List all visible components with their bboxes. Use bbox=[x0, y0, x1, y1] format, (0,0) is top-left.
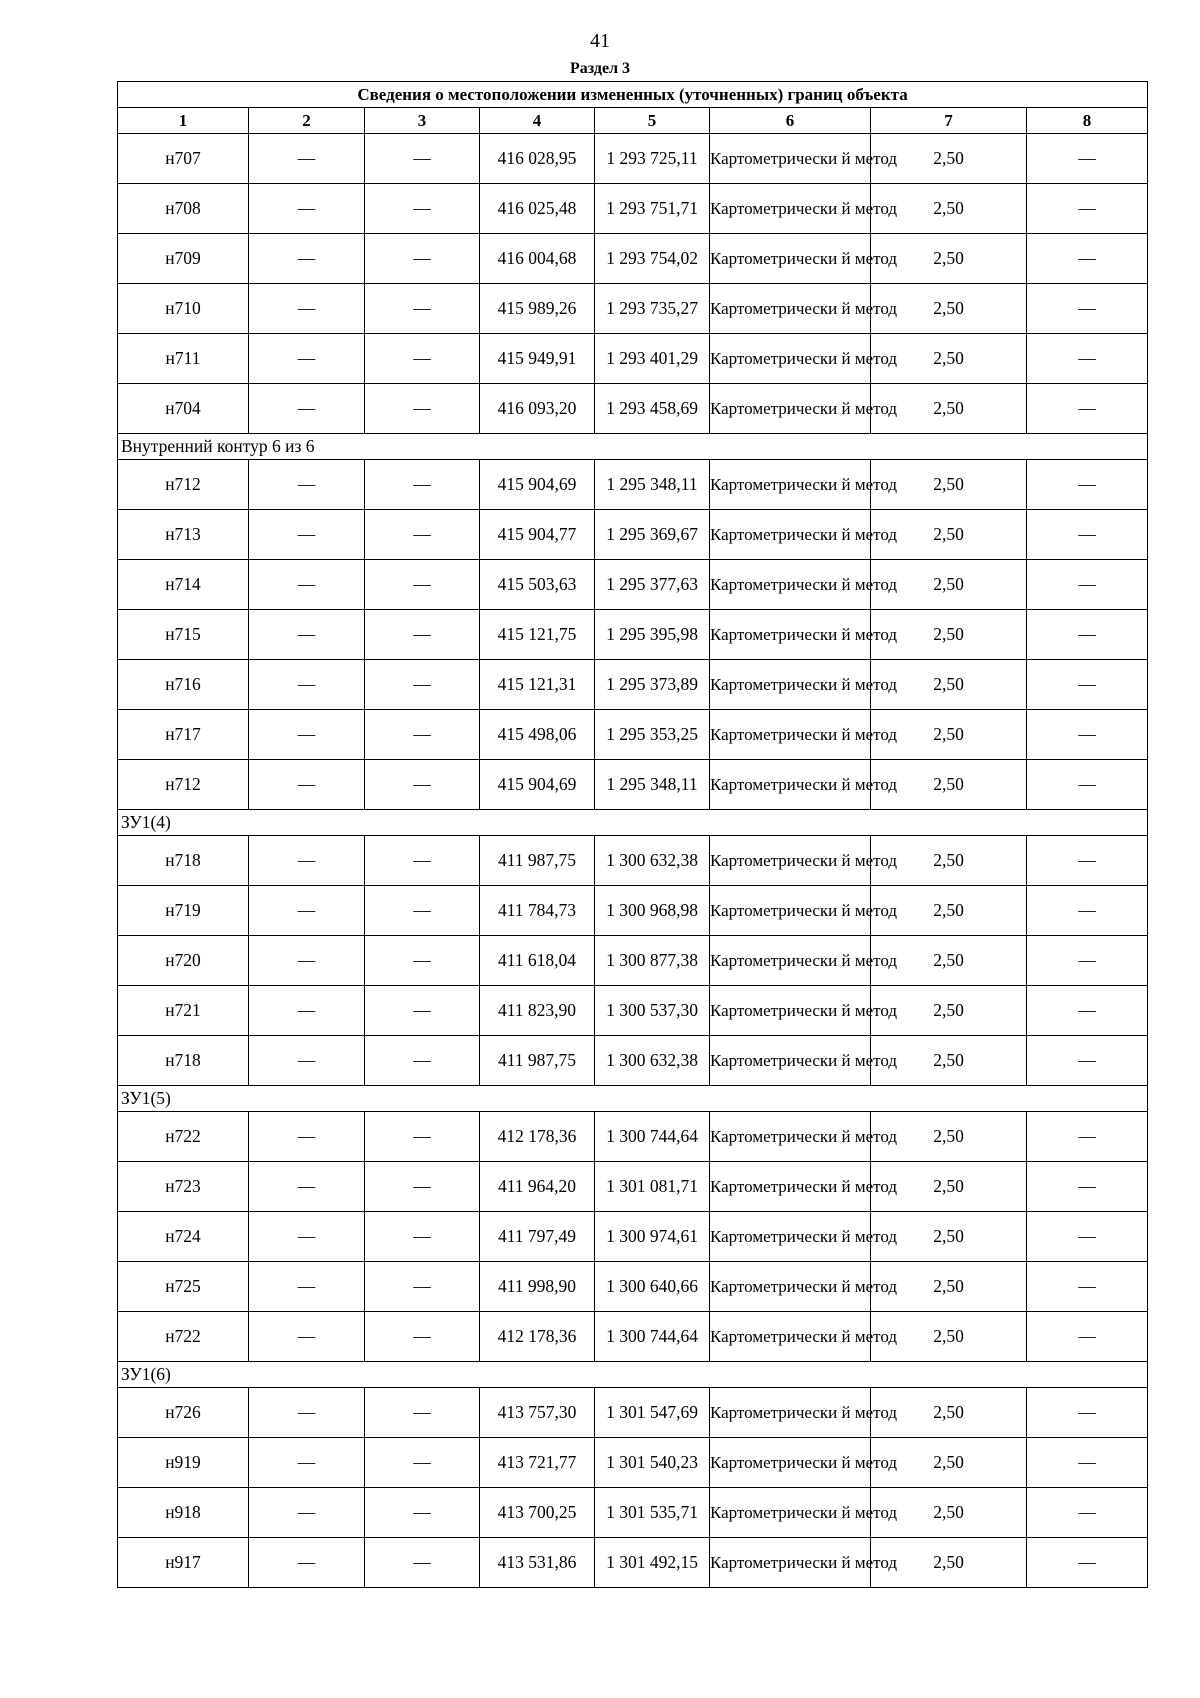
cell-col-6: Картометрически й метод bbox=[710, 510, 871, 560]
column-header-8: 8 bbox=[1027, 108, 1148, 134]
cell-col-2: — bbox=[249, 460, 365, 510]
boundary-coordinates-table bbox=[117, 81, 1148, 1588]
cell-col-6: Картометрически й метод bbox=[710, 460, 871, 510]
cell-col-4: 415 904,69 bbox=[480, 460, 595, 510]
cell-col-2: — bbox=[249, 384, 365, 434]
cell-col-7: 2,50 bbox=[871, 334, 1027, 384]
cell-col-6: Картометрически й метод bbox=[710, 134, 871, 184]
column-header-3: 3 bbox=[365, 108, 480, 134]
cell-col-5: 1 295 369,67 bbox=[595, 510, 710, 560]
cell-col-1: н722 bbox=[118, 1312, 249, 1362]
table-row bbox=[118, 284, 1148, 334]
cell-col-1: н716 bbox=[118, 660, 249, 710]
cell-col-3: — bbox=[365, 1312, 480, 1362]
cell-col-7: 2,50 bbox=[871, 836, 1027, 886]
column-header-6: 6 bbox=[710, 108, 871, 134]
cell-col-7: 2,50 bbox=[871, 886, 1027, 936]
cell-col-8: — bbox=[1027, 134, 1148, 184]
cell-col-8: — bbox=[1027, 1262, 1148, 1312]
cell-col-4: 411 998,90 bbox=[480, 1262, 595, 1312]
cell-col-1: н718 bbox=[118, 836, 249, 886]
cell-col-7: 2,50 bbox=[871, 184, 1027, 234]
cell-col-4: 415 121,75 bbox=[480, 610, 595, 660]
cell-col-1: н713 bbox=[118, 510, 249, 560]
cell-col-5: 1 300 744,64 bbox=[595, 1312, 710, 1362]
cell-col-2: — bbox=[249, 1538, 365, 1588]
cell-col-5: 1 295 353,25 bbox=[595, 710, 710, 760]
cell-col-2: — bbox=[249, 1112, 365, 1162]
cell-col-2: — bbox=[249, 134, 365, 184]
cell-col-2: — bbox=[249, 1438, 365, 1488]
cell-col-5: 1 300 632,38 bbox=[595, 1036, 710, 1086]
cell-col-5: 1 295 377,63 bbox=[595, 560, 710, 610]
cell-col-1: н712 bbox=[118, 460, 249, 510]
cell-col-7: 2,50 bbox=[871, 560, 1027, 610]
cell-col-2: — bbox=[249, 1312, 365, 1362]
cell-col-5: 1 300 632,38 bbox=[595, 836, 710, 886]
cell-col-2: — bbox=[249, 886, 365, 936]
cell-col-7: 2,50 bbox=[871, 610, 1027, 660]
cell-col-3: — bbox=[365, 886, 480, 936]
cell-col-5: 1 293 735,27 bbox=[595, 284, 710, 334]
table-row bbox=[118, 986, 1148, 1036]
cell-col-1: н711 bbox=[118, 334, 249, 384]
cell-col-6: Картометрически й метод bbox=[710, 234, 871, 284]
cell-col-1: н714 bbox=[118, 560, 249, 610]
cell-col-8: — bbox=[1027, 1036, 1148, 1086]
cell-col-3: — bbox=[365, 1438, 480, 1488]
cell-col-5: 1 295 395,98 bbox=[595, 610, 710, 660]
table-row bbox=[118, 1312, 1148, 1362]
cell-col-7: 2,50 bbox=[871, 936, 1027, 986]
cell-col-7: 2,50 bbox=[871, 1036, 1027, 1086]
cell-col-4: 412 178,36 bbox=[480, 1312, 595, 1362]
table-row bbox=[118, 560, 1148, 610]
contour-group-label: ЗУ1(6) bbox=[118, 1362, 1148, 1388]
cell-col-3: — bbox=[365, 510, 480, 560]
cell-col-3: — bbox=[365, 560, 480, 610]
cell-col-7: 2,50 bbox=[871, 384, 1027, 434]
cell-col-5: 1 300 968,98 bbox=[595, 886, 710, 936]
cell-col-7: 2,50 bbox=[871, 284, 1027, 334]
cell-col-4: 415 121,31 bbox=[480, 660, 595, 710]
table-row bbox=[118, 1036, 1148, 1086]
cell-col-2: — bbox=[249, 660, 365, 710]
cell-col-1: н722 bbox=[118, 1112, 249, 1162]
cell-col-4: 415 989,26 bbox=[480, 284, 595, 334]
cell-col-3: — bbox=[365, 1212, 480, 1262]
cell-col-3: — bbox=[365, 1162, 480, 1212]
contour-group-label: Внутренний контур 6 из 6 bbox=[118, 434, 1148, 460]
cell-col-1: н726 bbox=[118, 1388, 249, 1438]
table-row bbox=[118, 234, 1148, 284]
cell-col-5: 1 295 348,11 bbox=[595, 460, 710, 510]
cell-col-8: — bbox=[1027, 1162, 1148, 1212]
cell-col-2: — bbox=[249, 836, 365, 886]
cell-col-6: Картометрически й метод bbox=[710, 610, 871, 660]
cell-col-8: — bbox=[1027, 1388, 1148, 1438]
table-row bbox=[118, 1212, 1148, 1262]
cell-col-5: 1 301 540,23 bbox=[595, 1438, 710, 1488]
cell-col-8: — bbox=[1027, 710, 1148, 760]
cell-col-4: 415 498,06 bbox=[480, 710, 595, 760]
cell-col-3: — bbox=[365, 1538, 480, 1588]
cell-col-7: 2,50 bbox=[871, 1262, 1027, 1312]
cell-col-7: 2,50 bbox=[871, 1162, 1027, 1212]
cell-col-4: 413 757,30 bbox=[480, 1388, 595, 1438]
contour-group-row bbox=[118, 434, 1148, 460]
cell-col-4: 411 823,90 bbox=[480, 986, 595, 1036]
cell-col-6: Картометрически й метод bbox=[710, 710, 871, 760]
cell-col-3: — bbox=[365, 1112, 480, 1162]
cell-col-8: — bbox=[1027, 836, 1148, 886]
cell-col-4: 413 531,86 bbox=[480, 1538, 595, 1588]
cell-col-1: н918 bbox=[118, 1488, 249, 1538]
cell-col-2: — bbox=[249, 234, 365, 284]
cell-col-6: Картометрически й метод bbox=[710, 1112, 871, 1162]
cell-col-7: 2,50 bbox=[871, 760, 1027, 810]
cell-col-3: — bbox=[365, 660, 480, 710]
table-row bbox=[118, 1438, 1148, 1488]
table-row bbox=[118, 710, 1148, 760]
cell-col-4: 411 964,20 bbox=[480, 1162, 595, 1212]
table-row bbox=[118, 886, 1148, 936]
cell-col-8: — bbox=[1027, 234, 1148, 284]
cell-col-2: — bbox=[249, 1488, 365, 1538]
cell-col-6: Картометрически й метод bbox=[710, 1162, 871, 1212]
cell-col-5: 1 293 751,71 bbox=[595, 184, 710, 234]
table-row bbox=[118, 760, 1148, 810]
cell-col-4: 416 025,48 bbox=[480, 184, 595, 234]
contour-group-row bbox=[118, 1086, 1148, 1112]
section-title: Раздел 3 bbox=[569, 60, 631, 77]
cell-col-8: — bbox=[1027, 660, 1148, 710]
cell-col-4: 413 721,77 bbox=[480, 1438, 595, 1488]
cell-col-4: 415 949,91 bbox=[480, 334, 595, 384]
cell-col-8: — bbox=[1027, 1312, 1148, 1362]
cell-col-2: — bbox=[249, 1262, 365, 1312]
cell-col-6: Картометрически й метод bbox=[710, 1312, 871, 1362]
cell-col-7: 2,50 bbox=[871, 1312, 1027, 1362]
cell-col-2: — bbox=[249, 184, 365, 234]
cell-col-3: — bbox=[365, 384, 480, 434]
cell-col-6: Картометрически й метод bbox=[710, 284, 871, 334]
cell-col-8: — bbox=[1027, 460, 1148, 510]
cell-col-6: Картометрически й метод bbox=[710, 184, 871, 234]
cell-col-5: 1 300 640,66 bbox=[595, 1262, 710, 1312]
table-row bbox=[118, 384, 1148, 434]
cell-col-2: — bbox=[249, 610, 365, 660]
cell-col-1: н704 bbox=[118, 384, 249, 434]
cell-col-7: 2,50 bbox=[871, 460, 1027, 510]
cell-col-8: — bbox=[1027, 610, 1148, 660]
cell-col-4: 415 904,77 bbox=[480, 510, 595, 560]
cell-col-3: — bbox=[365, 284, 480, 334]
cell-col-4: 411 987,75 bbox=[480, 1036, 595, 1086]
column-header-5: 5 bbox=[595, 108, 710, 134]
cell-col-6: Картометрически й метод bbox=[710, 886, 871, 936]
table-row bbox=[118, 510, 1148, 560]
cell-col-3: — bbox=[365, 234, 480, 284]
cell-col-2: — bbox=[249, 760, 365, 810]
table-row bbox=[118, 936, 1148, 986]
cell-col-7: 2,50 bbox=[871, 1438, 1027, 1488]
contour-group-label: ЗУ1(4) bbox=[118, 810, 1148, 836]
cell-col-4: 415 503,63 bbox=[480, 560, 595, 610]
table-row bbox=[118, 1162, 1148, 1212]
table-row bbox=[118, 460, 1148, 510]
page-number: 41 bbox=[590, 30, 610, 52]
cell-col-2: — bbox=[249, 284, 365, 334]
cell-col-6: Картометрически й метод bbox=[710, 660, 871, 710]
cell-col-6: Картометрически й метод bbox=[710, 986, 871, 1036]
cell-col-6: Картометрически й метод bbox=[710, 760, 871, 810]
cell-col-3: — bbox=[365, 184, 480, 234]
column-header-4: 4 bbox=[480, 108, 595, 134]
table-row bbox=[118, 836, 1148, 886]
table-row bbox=[118, 1538, 1148, 1588]
contour-group-row bbox=[118, 1362, 1148, 1388]
cell-col-2: — bbox=[249, 1388, 365, 1438]
table-row bbox=[118, 1488, 1148, 1538]
cell-col-2: — bbox=[249, 334, 365, 384]
column-header-7: 7 bbox=[871, 108, 1027, 134]
cell-col-5: 1 293 754,02 bbox=[595, 234, 710, 284]
cell-col-2: — bbox=[249, 1212, 365, 1262]
column-header-1: 1 bbox=[118, 108, 249, 134]
cell-col-1: н721 bbox=[118, 986, 249, 1036]
cell-col-7: 2,50 bbox=[871, 710, 1027, 760]
cell-col-7: 2,50 bbox=[871, 510, 1027, 560]
cell-col-7: 2,50 bbox=[871, 1538, 1027, 1588]
cell-col-1: н719 bbox=[118, 886, 249, 936]
cell-col-1: н717 bbox=[118, 710, 249, 760]
cell-col-3: — bbox=[365, 936, 480, 986]
cell-col-5: 1 295 348,11 bbox=[595, 760, 710, 810]
cell-col-6: Картометрически й метод bbox=[710, 334, 871, 384]
cell-col-4: 416 093,20 bbox=[480, 384, 595, 434]
cell-col-7: 2,50 bbox=[871, 660, 1027, 710]
cell-col-1: н709 bbox=[118, 234, 249, 284]
cell-col-2: — bbox=[249, 710, 365, 760]
cell-col-8: — bbox=[1027, 986, 1148, 1036]
cell-col-1: н707 bbox=[118, 134, 249, 184]
cell-col-6: Картометрически й метод bbox=[710, 1212, 871, 1262]
cell-col-8: — bbox=[1027, 510, 1148, 560]
cell-col-3: — bbox=[365, 334, 480, 384]
cell-col-8: — bbox=[1027, 1438, 1148, 1488]
cell-col-4: 411 987,75 bbox=[480, 836, 595, 886]
cell-col-6: Картометрически й метод bbox=[710, 1538, 871, 1588]
column-header-row bbox=[118, 108, 1148, 134]
cell-col-2: — bbox=[249, 936, 365, 986]
cell-col-5: 1 300 744,64 bbox=[595, 1112, 710, 1162]
cell-col-8: — bbox=[1027, 1212, 1148, 1262]
table-row bbox=[118, 134, 1148, 184]
cell-col-7: 2,50 bbox=[871, 134, 1027, 184]
table-body bbox=[118, 134, 1148, 1588]
cell-col-5: 1 301 547,69 bbox=[595, 1388, 710, 1438]
cell-col-1: н917 bbox=[118, 1538, 249, 1588]
cell-col-2: — bbox=[249, 1162, 365, 1212]
cell-col-6: Картометрически й метод bbox=[710, 560, 871, 610]
cell-col-4: 411 784,73 bbox=[480, 886, 595, 936]
cell-col-4: 411 618,04 bbox=[480, 936, 595, 986]
cell-col-5: 1 300 537,30 bbox=[595, 986, 710, 1036]
cell-col-4: 416 004,68 bbox=[480, 234, 595, 284]
cell-col-7: 2,50 bbox=[871, 1212, 1027, 1262]
cell-col-8: — bbox=[1027, 760, 1148, 810]
cell-col-7: 2,50 bbox=[871, 1488, 1027, 1538]
cell-col-6: Картометрически й метод bbox=[710, 1036, 871, 1086]
cell-col-6: Картометрически й метод bbox=[710, 1262, 871, 1312]
cell-col-6: Картометрически й метод bbox=[710, 1488, 871, 1538]
cell-col-7: 2,50 bbox=[871, 234, 1027, 284]
cell-col-5: 1 300 974,61 bbox=[595, 1212, 710, 1262]
cell-col-2: — bbox=[249, 510, 365, 560]
cell-col-6: Картометрически й метод bbox=[710, 384, 871, 434]
cell-col-4: 415 904,69 bbox=[480, 760, 595, 810]
cell-col-3: — bbox=[365, 610, 480, 660]
cell-col-4: 411 797,49 bbox=[480, 1212, 595, 1262]
cell-col-1: н725 bbox=[118, 1262, 249, 1312]
contour-group-label: ЗУ1(5) bbox=[118, 1086, 1148, 1112]
cell-col-7: 2,50 bbox=[871, 1112, 1027, 1162]
cell-col-3: — bbox=[365, 134, 480, 184]
cell-col-4: 416 028,95 bbox=[480, 134, 595, 184]
cell-col-6: Картометрически й метод bbox=[710, 1438, 871, 1488]
cell-col-1: н710 bbox=[118, 284, 249, 334]
cell-col-8: — bbox=[1027, 560, 1148, 610]
cell-col-1: н718 bbox=[118, 1036, 249, 1086]
cell-col-5: 1 295 373,89 bbox=[595, 660, 710, 710]
cell-col-1: н724 bbox=[118, 1212, 249, 1262]
cell-col-8: — bbox=[1027, 936, 1148, 986]
cell-col-1: н715 bbox=[118, 610, 249, 660]
cell-col-8: — bbox=[1027, 886, 1148, 936]
cell-col-3: — bbox=[365, 836, 480, 886]
table-row bbox=[118, 1112, 1148, 1162]
cell-col-1: н723 bbox=[118, 1162, 249, 1212]
cell-col-7: 2,50 bbox=[871, 986, 1027, 1036]
table-row bbox=[118, 660, 1148, 710]
cell-col-2: — bbox=[249, 1036, 365, 1086]
table-row bbox=[118, 610, 1148, 660]
table-row bbox=[118, 184, 1148, 234]
cell-col-3: — bbox=[365, 1488, 480, 1538]
cell-col-6: Картометрически й метод bbox=[710, 936, 871, 986]
table-row bbox=[118, 1262, 1148, 1312]
cell-col-3: — bbox=[365, 460, 480, 510]
cell-col-3: — bbox=[365, 760, 480, 810]
cell-col-5: 1 293 458,69 bbox=[595, 384, 710, 434]
cell-col-6: Картометрически й метод bbox=[710, 1388, 871, 1438]
cell-col-3: — bbox=[365, 710, 480, 760]
table-caption: Сведения о местоположении измененных (уточненных) границ объекта bbox=[118, 82, 1148, 108]
cell-col-7: 2,50 bbox=[871, 1388, 1027, 1438]
cell-col-3: — bbox=[365, 1036, 480, 1086]
cell-col-8: — bbox=[1027, 184, 1148, 234]
cell-col-1: н720 bbox=[118, 936, 249, 986]
column-header-2: 2 bbox=[249, 108, 365, 134]
cell-col-2: — bbox=[249, 560, 365, 610]
cell-col-5: 1 300 877,38 bbox=[595, 936, 710, 986]
cell-col-3: — bbox=[365, 986, 480, 1036]
cell-col-5: 1 301 081,71 bbox=[595, 1162, 710, 1212]
table-row bbox=[118, 1388, 1148, 1438]
cell-col-4: 413 700,25 bbox=[480, 1488, 595, 1538]
cell-col-4: 412 178,36 bbox=[480, 1112, 595, 1162]
cell-col-8: — bbox=[1027, 284, 1148, 334]
cell-col-1: н712 bbox=[118, 760, 249, 810]
cell-col-5: 1 301 535,71 bbox=[595, 1488, 710, 1538]
cell-col-2: — bbox=[249, 986, 365, 1036]
cell-col-8: — bbox=[1027, 384, 1148, 434]
contour-group-row bbox=[118, 810, 1148, 836]
cell-col-8: — bbox=[1027, 1488, 1148, 1538]
table-caption-row bbox=[118, 82, 1148, 108]
cell-col-1: н919 bbox=[118, 1438, 249, 1488]
cell-col-1: н708 bbox=[118, 184, 249, 234]
cell-col-5: 1 301 492,15 bbox=[595, 1538, 710, 1588]
cell-col-3: — bbox=[365, 1388, 480, 1438]
cell-col-3: — bbox=[365, 1262, 480, 1312]
cell-col-8: — bbox=[1027, 1538, 1148, 1588]
table-row bbox=[118, 334, 1148, 384]
cell-col-8: — bbox=[1027, 1112, 1148, 1162]
cell-col-5: 1 293 401,29 bbox=[595, 334, 710, 384]
cell-col-8: — bbox=[1027, 334, 1148, 384]
cell-col-6: Картометрически й метод bbox=[710, 836, 871, 886]
cell-col-5: 1 293 725,11 bbox=[595, 134, 710, 184]
